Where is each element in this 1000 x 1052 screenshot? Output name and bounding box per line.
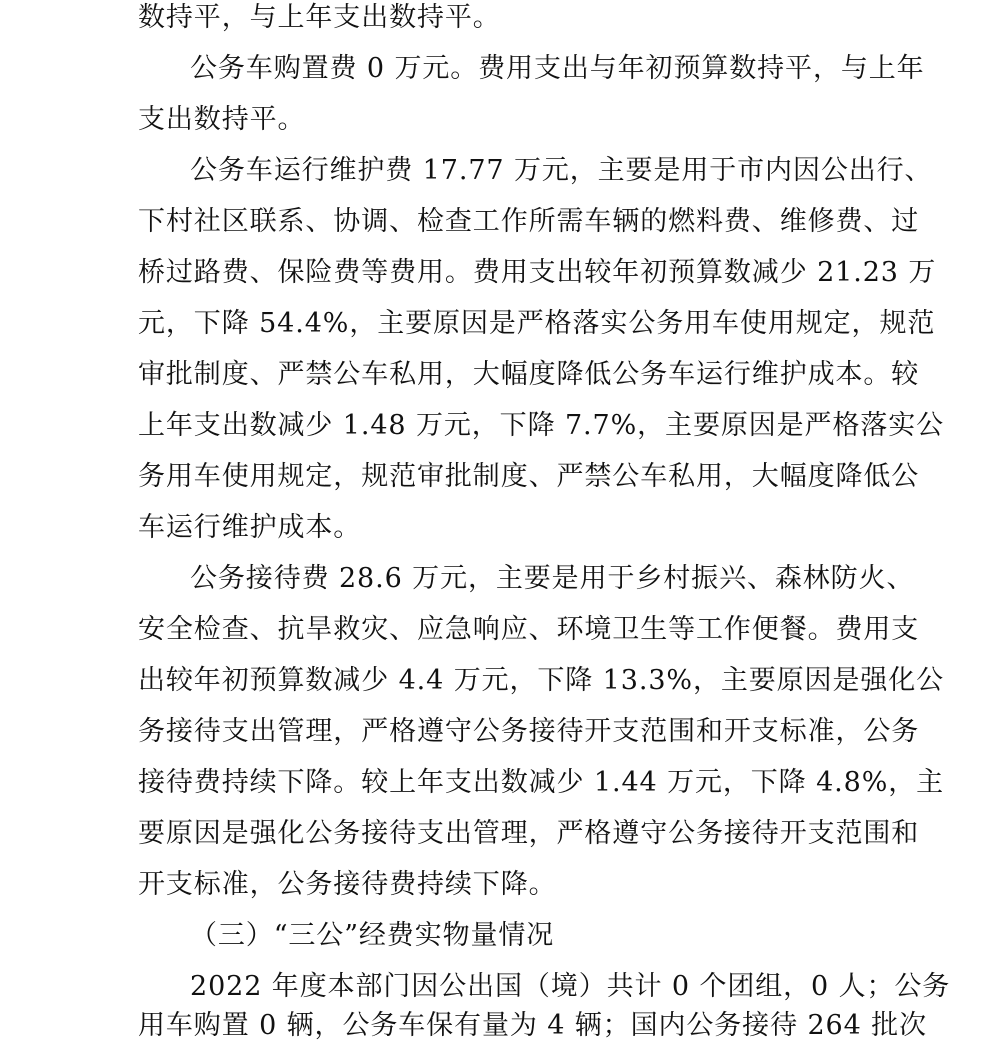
text-line: 上年支出数减少 1.48 万元，下降 7.7%，主要原因是严格落实公 [138, 410, 945, 441]
text-line: 接待费持续下降。较上年支出数减少 1.44 万元，下降 4.8%，主 [138, 767, 945, 798]
text-line: 下村社区联系、协调、检查工作所需车辆的燃料费、维修费、过 [138, 206, 920, 237]
text-line: 元，下降 54.4%，主要原因是严格落实公务用车使用规定，规范 [138, 308, 936, 339]
paragraph-first-line: 2022 年度本部门因公出国（境）共计 0 个团组，0 人；公务 [190, 971, 951, 1002]
text-line: 审批制度、严禁公车私用，大幅度降低公务车运行维护成本。较 [138, 359, 920, 390]
paragraph-first-line: 公务车购置费 0 万元。费用支出与年初预算数持平，与上年 [190, 53, 925, 84]
paragraph-first-line: 公务车运行维护费 17.77 万元，主要是用于市内因公出行、 [190, 155, 933, 186]
paragraph-first-line: 公务接待费 28.6 万元，主要是用于乡村振兴、森林防火、 [190, 563, 915, 594]
text-line: 数持平，与上年支出数持平。 [138, 2, 501, 33]
text-line: 用车购置 0 辆，公务车保有量为 4 辆；国内公务接待 264 批次 [138, 1010, 927, 1041]
text-line: 车运行维护成本。 [138, 512, 362, 543]
text-line: 安全检查、抗旱救灾、应急响应、环境卫生等工作便餐。费用支 [138, 614, 920, 645]
text-line: 务接待支出管理，严格遵守公务接待开支范围和开支标准，公务 [138, 716, 920, 747]
text-line: 务用车使用规定，规范审批制度、严禁公车私用，大幅度降低公 [138, 461, 920, 492]
text-line: 开支标准，公务接待费持续下降。 [138, 869, 557, 900]
section-heading: （三）“三公”经费实物量情况 [190, 920, 555, 951]
text-line: 要原因是强化公务接待支出管理，严格遵守公务接待开支范围和 [138, 818, 920, 849]
text-line: 桥过路费、保险费等费用。费用支出较年初预算数减少 21.23 万 [138, 257, 937, 288]
text-line: 支出数持平。 [138, 104, 306, 135]
text-line: 出较年初预算数减少 4.4 万元，下降 13.3%，主要原因是强化公 [138, 665, 945, 696]
